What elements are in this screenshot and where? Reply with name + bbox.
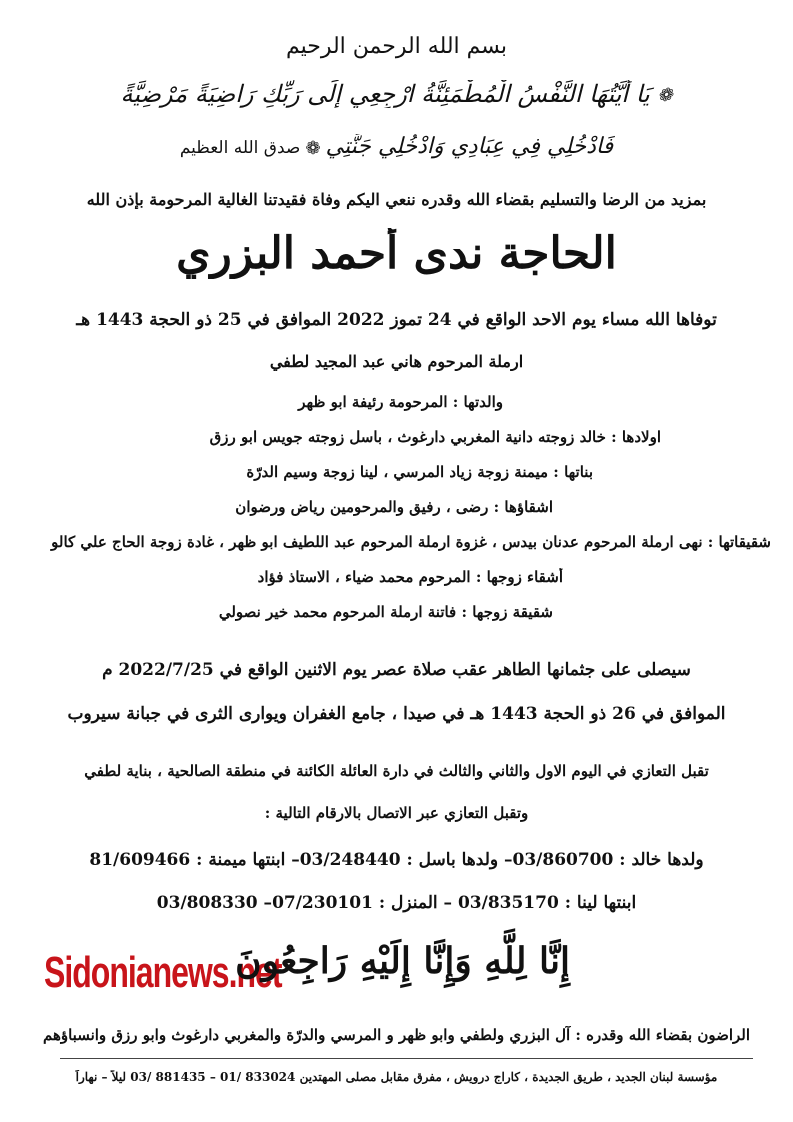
flower-ornament-icon: ❁: [305, 138, 321, 159]
family-husband-brothers: أشقاء زوجها : المرحوم محمد ضياء ، الاستاذ فؤاد: [257, 568, 563, 586]
verse-1-text: يَا أَيَّتُهَا النَّفْسُ الْمُطْمَئِنَّةُ ارْجِعِي إِلَى رَبِّكِ رَاضِيَةً مَرْضِيَّةً: [120, 80, 650, 108]
intro-text: بمزيد من الرضا والتسليم بقضاء الله وقدره ننعي اليكم وفاة فقيدتنا الغالية المرحومة بإذن الله: [86, 190, 707, 209]
sadaq-text: صدق الله العظيم: [179, 138, 301, 158]
family-sisters: شقيقاتها : نهى ارملة المرحوم عدنان بيدس ، غزوة ارملة المرحوم عبد اللطيف ابو ظهر ، غادة زوجة الحاج علي كالو: [51, 533, 771, 551]
death-date-line: توفاها الله مساء يوم الاحد الواقع في 24 تموز 2022 الموافق في 25 ذو الحجة 1443 هـ: [76, 310, 717, 330]
verse-2-text: فَادْخُلِي فِي عِبَادِي وَادْخُلِي جَنَّتِي: [325, 134, 614, 159]
quran-verse-1: [20, 80, 773, 108]
quran-verse-2-row: [20, 134, 773, 159]
family-daughters: بناتها : ميمنة زوجة زياد المرسي ، لينا زوجة وسيم الدرّة: [246, 463, 593, 481]
mourners-line: الراضون بقضاء الله وقدره : آل البزري ولطفي وابو ظهر و المرسي والدرّة والمغربي دارغوث وابو رزق وانسباؤهم: [42, 1026, 751, 1044]
footer-divider: [60, 1058, 753, 1059]
site-watermark: Sidonianews.net: [44, 948, 282, 997]
phones-line-2: ابنتها لينا : 03/835170 – المنزل : 07/230101– 03/808330: [156, 893, 637, 913]
widow-of-line: ارملة المرحوم هاني عبد المجيد لطفي: [269, 352, 524, 371]
family-brothers: اشقاؤها : رضى ، رفيق والمرحومين رياض ورضوان: [235, 498, 553, 516]
family-husband-sister: شقيقة زوجها : فاتنة ارملة المرحوم محمد خير نصولي: [218, 603, 553, 621]
family-sons: اولادها : خالد زوجته دانية المغربي دارغوث ، باسل زوجته جويس ابو رزق: [209, 428, 661, 446]
funeral-line-1: سيصلى على جثمانها الطاهر عقب صلاة عصر يوم الاثنين الواقع في 2022/7/25 م: [102, 660, 691, 680]
footer-funeral-home: مؤسسة لبنان الجديد ، طريق الجديدة ، كاراج درويش ، مفرق مقابل مصلى المهتدين 833024 /01 – 881435 /03 ليلاً – نهاراً: [75, 1070, 718, 1084]
calligraphy-verse: إِنَّا لِلَّهِ وَإِنَّا إِلَيْهِ رَاجِعُونَ: [235, 940, 570, 982]
funeral-line-2: الموافق في 26 ذو الحجة 1443 هـ في صيدا ، جامع الغفران ويوارى الثرى في جبانة سيروب: [67, 704, 726, 724]
deceased-name: الحاجة ندى أحمد البزري: [176, 228, 617, 279]
phones-line-1: ولدها خالد : 03/860700– ولدها باسل : 03/248440– ابنتها ميمنة : 81/609466: [89, 850, 704, 870]
flower-ornament-icon: ❁: [657, 85, 673, 106]
condolences-line-1: تقبل التعازي في اليوم الاول والثاني والثالث في دارة العائلة الكائنة في منطقة الصالحية ، بناية لطفي: [84, 762, 709, 780]
condolences-line-2: وتقبل التعازي عبر الاتصال بالارقام التالية :: [264, 804, 529, 822]
basmala: بسم الله الرحمن الرحيم: [285, 34, 508, 59]
family-mother: والدتها : المرحومة رئيفة ابو ظهر: [298, 393, 503, 411]
